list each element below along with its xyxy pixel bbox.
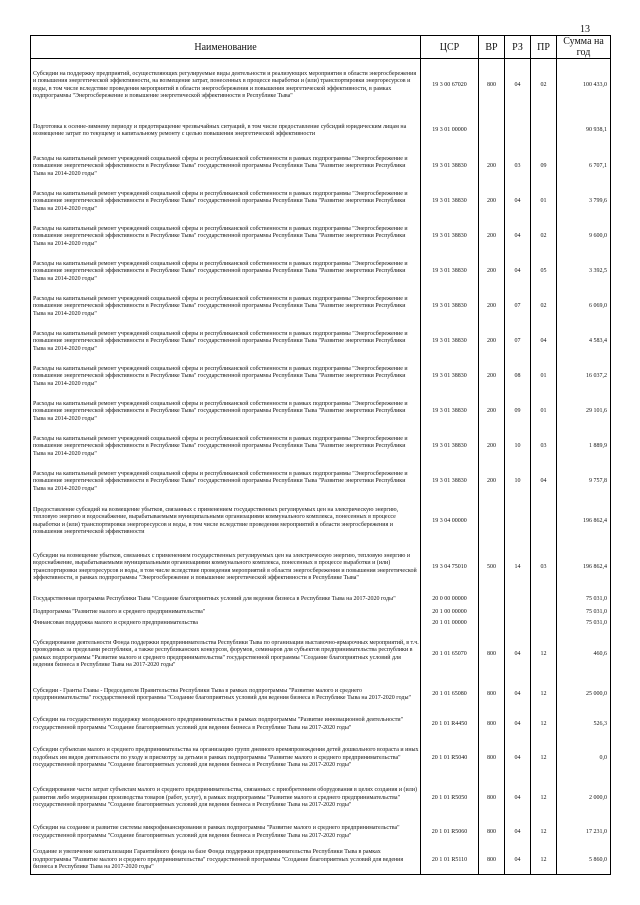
row-csr-cell: 19 3 01 00000 bbox=[421, 113, 479, 150]
row-vr-cell: 800 bbox=[479, 59, 505, 113]
row-name-cell: Расходы на капитальный ремонт учреждений социальной сферы и республиканской собственности в рамках подпрограммы "Энергосбережение и повышение энергетической эффективности в Республике Тыва" государственной программы Республики Тыва "Развитие энергетики Республики Тыва на 2014-2020 годы" bbox=[31, 220, 421, 255]
row-csr-cell: 19 3 01 38830 bbox=[421, 360, 479, 395]
table-row bbox=[31, 465, 611, 500]
table-row bbox=[31, 113, 611, 150]
table-row bbox=[31, 779, 611, 819]
table-header-row bbox=[31, 36, 611, 59]
row-vr-cell: 800 bbox=[479, 680, 505, 711]
row-csr-cell: 19 3 01 38830 bbox=[421, 395, 479, 430]
table-row bbox=[31, 680, 611, 711]
header-pr: ПР bbox=[531, 36, 557, 59]
header-rz: РЗ bbox=[505, 36, 531, 59]
table-row bbox=[31, 325, 611, 360]
row-pr-cell: 12 bbox=[531, 680, 557, 711]
row-csr-cell: 20 1 01 R5110 bbox=[421, 847, 479, 875]
table-row bbox=[31, 290, 611, 325]
row-rz-cell: 04 bbox=[505, 220, 531, 255]
row-csr-cell: 20 0 00 00000 bbox=[421, 592, 479, 608]
row-name-cell: Субсидии на создание и развитие системы микрофинансирования в рамках подпрограммы "Развитие малого и среднего предпринимательства" государственной программы "Создание благоприятных условий для ведения бизнеса в Республике Тыва на 2017-2020 годы" bbox=[31, 819, 421, 847]
row-rz-cell: 14 bbox=[505, 544, 531, 592]
table-row bbox=[31, 711, 611, 739]
row-vr-cell: 200 bbox=[479, 430, 505, 465]
row-name-cell: Расходы на капитальный ремонт учреждений социальной сферы и республиканской собственности в рамках подпрограммы "Энергосбережение и повышение энергетической эффективности в Республике Тыва" государственной программы Республики Тыва "Развитие энергетики Республики Тыва на 2014-2020 годы" bbox=[31, 325, 421, 360]
row-rz-cell: 04 bbox=[505, 779, 531, 819]
row-name-cell: Подпрограмма "Развитие малого и среднего предпринимательства" bbox=[31, 608, 421, 619]
row-vr-cell: 800 bbox=[479, 847, 505, 875]
table-row bbox=[31, 220, 611, 255]
row-rz-cell: 04 bbox=[505, 680, 531, 711]
row-sum-cell: 9 600,0 bbox=[557, 220, 611, 255]
row-csr-cell: 19 3 01 38830 bbox=[421, 150, 479, 185]
row-pr-cell: 12 bbox=[531, 819, 557, 847]
row-csr-cell: 19 3 01 38830 bbox=[421, 220, 479, 255]
row-pr-cell: 09 bbox=[531, 150, 557, 185]
row-vr-cell: 800 bbox=[479, 711, 505, 739]
row-rz-cell: 04 bbox=[505, 630, 531, 680]
row-vr-cell: 500 bbox=[479, 544, 505, 592]
header-vr: ВР bbox=[479, 36, 505, 59]
table-row bbox=[31, 395, 611, 430]
row-name-cell: Субсидии на поддержку предприятий, осуществляющих регулируемые виды деятельности и реализующих мероприятия в области энергосбережения и повышения энергетической эффективности, на возмещение затрат, понесенных в процессе выработки и (или) транспортировки энергоресурсов и воды, в том числе вследствие проведения мероприятий в области энергосбережения и повышения энергетической эффективности, в рамках подпрограммы "Энергосбережение и повышение энергетической эффективности в Республике Тыва" bbox=[31, 59, 421, 113]
row-pr-cell: 02 bbox=[531, 290, 557, 325]
row-name-cell: Создание и увеличение капитализации Гарантийного фонда на базе Фонда поддержки предпринимательства Республики Тыва в рамках подпрограммы "Развитие малого и среднего предпринимательства" государственной программы "Создание благоприятных условий для ведения бизнеса в Республике Тыва на 2017-2020 годы" bbox=[31, 847, 421, 875]
row-name-cell: Субсидии на возмещение убытков, связанных с применением государственных регулируемых цен на электрическую энергию, тепловую энергию и водоснабжение, вырабатываемыми муниципальными организациями коммунального комплекса, понесенных в процессе выработки и (или) транспортировки энергоресурсов и воды, в том числе вследствие проведения мероприятий в области энергосбережения и повышения энергетической эффективности, в рамках подпрограммы "Энергосбережение и повышение энергетической эффективности в Республике Тыва" bbox=[31, 544, 421, 592]
row-csr-cell: 20 1 01 R5060 bbox=[421, 819, 479, 847]
row-csr-cell: 20 1 01 R5050 bbox=[421, 779, 479, 819]
row-pr-cell: 03 bbox=[531, 430, 557, 465]
row-csr-cell: 20 1 01 65070 bbox=[421, 630, 479, 680]
row-csr-cell: 19 3 00 67020 bbox=[421, 59, 479, 113]
row-csr-cell: 19 3 01 38830 bbox=[421, 290, 479, 325]
row-sum-cell: 3 392,5 bbox=[557, 255, 611, 290]
row-rz-cell: 04 bbox=[505, 819, 531, 847]
table-row bbox=[31, 630, 611, 680]
page-number: 13 bbox=[580, 24, 590, 35]
row-csr-cell: 20 1 01 R4450 bbox=[421, 711, 479, 739]
row-rz-cell bbox=[505, 592, 531, 608]
row-pr-cell: 12 bbox=[531, 779, 557, 819]
row-vr-cell bbox=[479, 592, 505, 608]
header-sum: Сумма на год bbox=[557, 36, 611, 59]
row-name-cell: Расходы на капитальный ремонт учреждений социальной сферы и республиканской собственности в рамках подпрограммы "Энергосбережение и повышение энергетической эффективности в Республике Тыва" государственной программы Республики Тыва "Развитие энергетики Республики Тыва на 2014-2020 годы" bbox=[31, 430, 421, 465]
row-name-cell: Расходы на капитальный ремонт учреждений социальной сферы и республиканской собственности в рамках подпрограммы "Энергосбережение и повышение энергетической эффективности в Республике Тыва" государственной программы Республики Тыва "Развитие энергетики Республики Тыва на 2014-2020 годы" bbox=[31, 465, 421, 500]
row-csr-cell: 19 3 04 00000 bbox=[421, 500, 479, 544]
row-sum-cell: 3 799,6 bbox=[557, 185, 611, 220]
row-pr-cell: 02 bbox=[531, 220, 557, 255]
row-vr-cell: 200 bbox=[479, 360, 505, 395]
row-pr-cell: 04 bbox=[531, 465, 557, 500]
row-pr-cell: 12 bbox=[531, 711, 557, 739]
header-csr: ЦСР bbox=[421, 36, 479, 59]
row-pr-cell: 12 bbox=[531, 739, 557, 779]
row-rz-cell bbox=[505, 619, 531, 630]
row-sum-cell: 460,6 bbox=[557, 630, 611, 680]
row-sum-cell: 4 583,4 bbox=[557, 325, 611, 360]
row-sum-cell: 0,0 bbox=[557, 739, 611, 779]
row-rz-cell bbox=[505, 113, 531, 150]
table-row bbox=[31, 430, 611, 465]
row-rz-cell: 04 bbox=[505, 847, 531, 875]
row-csr-cell: 20 1 00 00000 bbox=[421, 608, 479, 619]
row-sum-cell: 196 862,4 bbox=[557, 544, 611, 592]
row-vr-cell bbox=[479, 500, 505, 544]
table-row bbox=[31, 185, 611, 220]
row-sum-cell: 90 938,1 bbox=[557, 113, 611, 150]
row-pr-cell: 01 bbox=[531, 395, 557, 430]
table-row bbox=[31, 847, 611, 875]
row-name-cell: Субсидии - Гранты Главы - Председателя Правительства Республики Тыва в рамках подпрограммы "Развитие малого и среднего предпринимательства" государственной программы "Создание благоприятных условий для ведения бизнеса в Республике Тыва на 2017-2020 годы" bbox=[31, 680, 421, 711]
row-pr-cell: 12 bbox=[531, 630, 557, 680]
row-vr-cell bbox=[479, 113, 505, 150]
row-name-cell: Расходы на капитальный ремонт учреждений социальной сферы и республиканской собственности в рамках подпрограммы "Энергосбережение и повышение энергетической эффективности в Республике Тыва" государственной программы Республики Тыва "Развитие энергетики Республики Тыва на 2014-2020 годы" bbox=[31, 255, 421, 290]
row-vr-cell: 200 bbox=[479, 395, 505, 430]
row-sum-cell: 75 031,0 bbox=[557, 592, 611, 608]
table-row bbox=[31, 619, 611, 630]
row-vr-cell bbox=[479, 619, 505, 630]
row-rz-cell: 07 bbox=[505, 325, 531, 360]
row-csr-cell: 19 3 01 38830 bbox=[421, 430, 479, 465]
row-sum-cell: 16 037,2 bbox=[557, 360, 611, 395]
row-rz-cell: 04 bbox=[505, 711, 531, 739]
table-row bbox=[31, 739, 611, 779]
row-pr-cell: 01 bbox=[531, 185, 557, 220]
row-name-cell: Расходы на капитальный ремонт учреждений социальной сферы и республиканской собственности в рамках подпрограммы "Энергосбережение и повышение энергетической эффективности в Республике Тыва" государственной программы Республики Тыва "Развитие энергетики Республики Тыва на 2014-2020 годы" bbox=[31, 395, 421, 430]
row-name-cell: Государственная программа Республики Тыва "Создание благоприятных условий для ведения бизнеса в Республике Тыва на 2017-2020 годы" bbox=[31, 592, 421, 608]
row-vr-cell: 200 bbox=[479, 465, 505, 500]
row-vr-cell: 200 bbox=[479, 325, 505, 360]
row-rz-cell: 04 bbox=[505, 59, 531, 113]
row-vr-cell: 200 bbox=[479, 220, 505, 255]
row-rz-cell: 10 bbox=[505, 430, 531, 465]
table-body bbox=[31, 59, 611, 875]
row-sum-cell: 75 031,0 bbox=[557, 608, 611, 619]
table-row bbox=[31, 500, 611, 544]
header-name: Наименование bbox=[31, 36, 421, 59]
row-name-cell: Расходы на капитальный ремонт учреждений социальной сферы и республиканской собственности в рамках подпрограммы "Энергосбережение и повышение энергетической эффективности в Республике Тыва" государственной программы Республики Тыва "Развитие энергетики Республики Тыва на 2014-2020 годы" bbox=[31, 185, 421, 220]
row-pr-cell bbox=[531, 608, 557, 619]
row-sum-cell: 29 101,6 bbox=[557, 395, 611, 430]
row-pr-cell: 05 bbox=[531, 255, 557, 290]
row-vr-cell: 800 bbox=[479, 779, 505, 819]
row-vr-cell: 800 bbox=[479, 739, 505, 779]
row-sum-cell: 2 000,0 bbox=[557, 779, 611, 819]
row-csr-cell: 20 1 01 65080 bbox=[421, 680, 479, 711]
row-rz-cell: 09 bbox=[505, 395, 531, 430]
row-name-cell: Финансовая поддержка малого и среднего предпринимательства bbox=[31, 619, 421, 630]
row-name-cell: Подготовка к осенне-зимнему периоду и предотвращение чрезвычайных ситуаций, в том числе предоставление субсидий юридическим лицам на возмещение затрат по текущему и капитальному ремонту с целью повышения энергетической эффективности bbox=[31, 113, 421, 150]
row-pr-cell: 03 bbox=[531, 544, 557, 592]
row-rz-cell: 08 bbox=[505, 360, 531, 395]
table-row bbox=[31, 59, 611, 113]
row-name-cell: Предоставление субсидий на возмещение убытков, связанных с применением государственных регулируемых цен на электрическую энергию, тепловую энергию и водоснабжение, вырабатываемыми муниципальными организациями коммунального комплекса, понесенных в процессе выработки и (или) транспортировки энергоресурсов и воды, в том числе вследствие проведения мероприятий в области энергосбережения и повышения энергетической эффективности bbox=[31, 500, 421, 544]
row-rz-cell: 10 bbox=[505, 465, 531, 500]
row-sum-cell: 6 069,0 bbox=[557, 290, 611, 325]
row-csr-cell: 19 3 01 38830 bbox=[421, 325, 479, 360]
row-vr-cell bbox=[479, 608, 505, 619]
row-csr-cell: 19 3 01 38830 bbox=[421, 185, 479, 220]
row-sum-cell: 196 862,4 bbox=[557, 500, 611, 544]
row-sum-cell: 6 707,1 bbox=[557, 150, 611, 185]
row-name-cell: Расходы на капитальный ремонт учреждений социальной сферы и республиканской собственности в рамках подпрограммы "Энергосбережение и повышение энергетической эффективности в Республике Тыва" государственной программы Республики Тыва "Развитие энергетики Республики Тыва на 2014-2020 годы" bbox=[31, 360, 421, 395]
row-vr-cell: 200 bbox=[479, 255, 505, 290]
row-pr-cell: 12 bbox=[531, 847, 557, 875]
row-vr-cell: 200 bbox=[479, 185, 505, 220]
row-rz-cell bbox=[505, 500, 531, 544]
row-pr-cell: 01 bbox=[531, 360, 557, 395]
row-rz-cell: 03 bbox=[505, 150, 531, 185]
row-sum-cell: 75 031,0 bbox=[557, 619, 611, 630]
table-row bbox=[31, 255, 611, 290]
row-vr-cell: 800 bbox=[479, 819, 505, 847]
row-sum-cell: 526,3 bbox=[557, 711, 611, 739]
table-row bbox=[31, 819, 611, 847]
row-pr-cell: 02 bbox=[531, 59, 557, 113]
row-name-cell: Субсидии на государственную поддержку молодежного предпринимательства в рамках подпрограммы "Развитие инновационной деятельности" государственной программы "Создание благоприятных условий для ведения бизнеса в Республике Тыва на 2017-2020 годы" bbox=[31, 711, 421, 739]
table-row bbox=[31, 360, 611, 395]
row-sum-cell: 9 757,8 bbox=[557, 465, 611, 500]
row-sum-cell: 25 000,0 bbox=[557, 680, 611, 711]
row-vr-cell: 200 bbox=[479, 290, 505, 325]
row-vr-cell: 800 bbox=[479, 630, 505, 680]
row-csr-cell: 20 1 01 00000 bbox=[421, 619, 479, 630]
row-name-cell: Расходы на капитальный ремонт учреждений социальной сферы и республиканской собственности в рамках подпрограммы "Энергосбережение и повышение энергетической эффективности в Республике Тыва" государственной программы Республики Тыва "Развитие энергетики Республики Тыва на 2014-2020 годы" bbox=[31, 290, 421, 325]
row-pr-cell: 04 bbox=[531, 325, 557, 360]
row-rz-cell: 04 bbox=[505, 255, 531, 290]
row-pr-cell bbox=[531, 592, 557, 608]
row-pr-cell bbox=[531, 113, 557, 150]
row-sum-cell: 17 231,0 bbox=[557, 819, 611, 847]
row-pr-cell bbox=[531, 500, 557, 544]
row-rz-cell: 04 bbox=[505, 185, 531, 220]
table-row bbox=[31, 608, 611, 619]
row-vr-cell: 200 bbox=[479, 150, 505, 185]
row-rz-cell: 07 bbox=[505, 290, 531, 325]
row-name-cell: Расходы на капитальный ремонт учреждений социальной сферы и республиканской собственности в рамках подпрограммы "Энергосбережение и повышение энергетической эффективности в Республике Тыва" государственной программы Республики Тыва "Развитие энергетики Республики Тыва на 2014-2020 годы" bbox=[31, 150, 421, 185]
table-row bbox=[31, 592, 611, 608]
row-pr-cell bbox=[531, 619, 557, 630]
row-csr-cell: 19 3 04 75010 bbox=[421, 544, 479, 592]
row-rz-cell: 04 bbox=[505, 739, 531, 779]
row-name-cell: Субсидии субъектам малого и среднего предпринимательства на организацию групп дневного времяпровождения детей дошкольного возраста и иных подобных им видов деятельности по уходу и присмотру за детьми в рамках подпрограммы "Развитие малого и среднего предпринимательства" государственной программы "Создание благоприятных условий для ведения бизнеса в Республике Тыва на 2017-2020 годы" bbox=[31, 739, 421, 779]
row-sum-cell: 5 860,0 bbox=[557, 847, 611, 875]
row-csr-cell: 19 3 01 38830 bbox=[421, 255, 479, 290]
row-csr-cell: 19 3 01 38830 bbox=[421, 465, 479, 500]
row-csr-cell: 20 1 01 R5040 bbox=[421, 739, 479, 779]
table-row bbox=[31, 544, 611, 592]
budget-table bbox=[30, 35, 611, 875]
table-row bbox=[31, 150, 611, 185]
row-sum-cell: 1 889,9 bbox=[557, 430, 611, 465]
row-rz-cell bbox=[505, 608, 531, 619]
row-sum-cell: 100 433,0 bbox=[557, 59, 611, 113]
row-name-cell: Субсидирование части затрат субъектам малого и среднего предпринимательства, связанных с приобретением оборудования в целях создания и (или) развития либо модернизации производства товаров (работ, услуг), в рамках подпрограммы "Развитие малого и среднего предпринимательства" государственной программы "Создание благоприятных условий для ведения бизнеса в Республике Тыва на 2017-2020 годы" bbox=[31, 779, 421, 819]
row-name-cell: Субсидирование деятельности Фонда поддержки предпринимательства Республики Тыва по организации выставочно-ярмарочных мероприятий, в т.ч. проводимых за пределами республики, а также республиканских конкурсов, форумов, семинаров для субъектов предпринимательства республики в рамках подпрограммы "Развитие малого и среднего предпринимательства" государственной программы "Создание благоприятных условий для ведения бизнеса в Республике Тыва на 2017-2020 годы" bbox=[31, 630, 421, 680]
